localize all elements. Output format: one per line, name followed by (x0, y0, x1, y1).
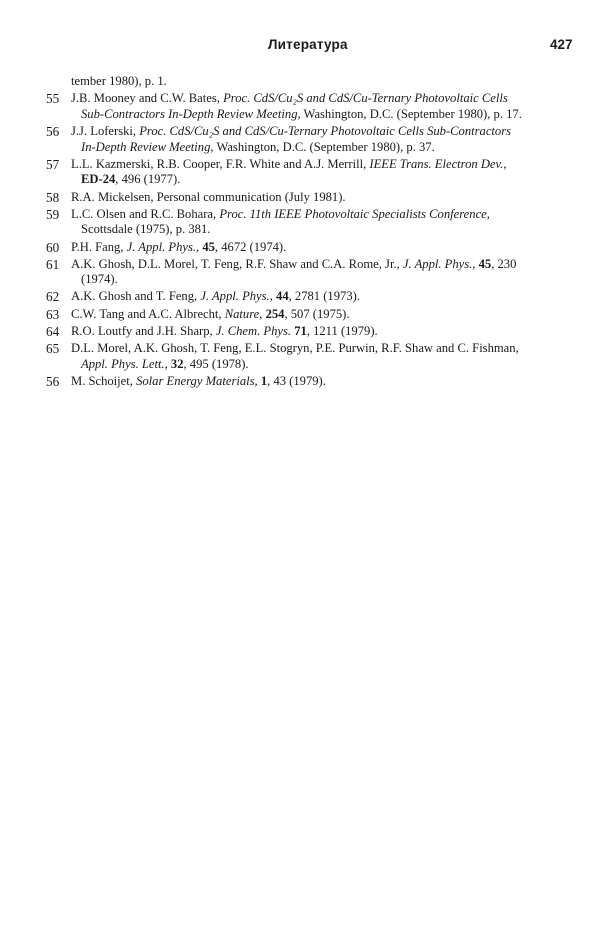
volume-number: 71 (294, 323, 307, 338)
reference-text (71, 207, 576, 238)
volume-number: 32 (170, 356, 184, 371)
journal-title: J. Appl. Phys., (200, 289, 273, 304)
journal-title: Appl. Phys. Lett., (81, 356, 168, 371)
journal-title: Proc. 11th IEEE Photovoltaic Specialists Conference, (219, 206, 490, 221)
reference-text (71, 324, 576, 340)
reference-number: 57 (46, 156, 60, 172)
citation-text: , 43 (1979). (267, 373, 326, 388)
reference-line (71, 190, 576, 206)
reference-line (71, 257, 576, 273)
reference-number: 64 (46, 323, 60, 339)
volume-number: 254 (265, 306, 285, 321)
reference-item (46, 190, 576, 206)
citation-text: , 496 (1977). (115, 172, 181, 187)
volume-number: ED-24 (81, 172, 116, 187)
volume-number: 44 (276, 289, 289, 304)
reference-line (71, 222, 576, 238)
citation-text: , 507 (1975). (284, 306, 350, 321)
citation-text: J.B. Mooney and C.W. Bates, (71, 91, 224, 106)
citation-text: , 2781 (1973). (288, 289, 360, 304)
reference-line (71, 107, 576, 123)
reference-item (46, 289, 576, 305)
reference-item (46, 257, 576, 288)
reference-number: 65 (46, 341, 60, 357)
citation-text: L.L. Kazmerski, R.B. Cooper, F.R. White and A.J. Merrill, (71, 156, 370, 171)
citation-text: M. Schoijet, (71, 373, 137, 388)
reference-item (46, 324, 576, 340)
journal-title: Nature, (224, 306, 263, 321)
reference-number: 61 (46, 256, 60, 272)
reference-number: 56 (46, 123, 60, 139)
reference-item (46, 374, 576, 390)
citation-text: J.J. Loferski, (71, 123, 140, 138)
reference-item (46, 124, 576, 155)
reference-line (71, 172, 576, 188)
reference-number: 60 (46, 239, 60, 255)
reference-text (71, 124, 576, 155)
reference-line (71, 74, 576, 90)
reference-line (71, 124, 576, 140)
reference-item (46, 157, 576, 188)
citation-text: R.O. Loutfy and J.H. Sharp, (71, 323, 216, 338)
reference-text (71, 289, 576, 305)
reference-number: 58 (46, 189, 60, 205)
journal-title: J. Appl. Phys., (126, 239, 200, 254)
reference-text (71, 91, 576, 122)
page-number: 427 (550, 37, 573, 52)
citation-text: , 495 (1978). (183, 356, 249, 371)
reference-line (71, 91, 576, 107)
reference-number: 62 (46, 289, 60, 305)
journal-title: In-Depth Review Meeting, (81, 139, 214, 154)
reference-item (46, 240, 576, 256)
citation-text: A.K. Ghosh, D.L. Morel, T. Feng, R.F. Shaw and C.A. Rome, Jr., (71, 256, 403, 271)
citation-text: , 1211 (1979). (306, 323, 378, 338)
reference-line (71, 324, 576, 340)
citation-text: Washington, D.C. (September 1980), p. 17. (300, 106, 522, 121)
reference-line (71, 207, 576, 223)
reference-line (71, 157, 576, 173)
journal-title: Proc. CdS/Cu₂S and CdS/Cu-Ternary Photovoltaic Cells Sub-Contractors (139, 123, 512, 138)
reference-text (71, 74, 576, 90)
reference-item (46, 341, 576, 372)
reference-text (71, 157, 576, 188)
reference-item (46, 91, 576, 122)
citation-text: Scottsdale (1975), p. 381. (81, 222, 211, 237)
reference-text (71, 257, 576, 288)
citation-text: Washington, D.C. (September 1980), p. 37. (213, 139, 435, 154)
citation-text: tember 1980), p. 1. (71, 74, 167, 88)
reference-number: 55 (46, 91, 60, 107)
reference-line (71, 272, 576, 288)
journal-title: Sub-Contractors In-Depth Review Meeting, (81, 106, 301, 121)
reference-number: 63 (46, 306, 60, 322)
citation-text: R.A. Mickelsen, Personal communication (July 1981). (71, 189, 346, 204)
journal-title: Solar Energy Materials, (136, 373, 258, 388)
citation-text: P.H. Fang, (71, 239, 127, 254)
citation-text: , 230 (491, 256, 517, 271)
reference-line (71, 289, 576, 305)
reference-line (71, 140, 576, 156)
reference-text (71, 341, 576, 372)
reference-item (46, 207, 576, 238)
reference-text (71, 374, 576, 390)
reference-line (71, 374, 576, 390)
reference-text (71, 190, 576, 206)
reference-number: 59 (46, 206, 60, 222)
citation-text: L.C. Olsen and R.C. Bohara, (71, 206, 220, 221)
reference-number: 56 (46, 373, 60, 389)
reference-list (46, 74, 576, 391)
volume-number: 1 (260, 373, 268, 388)
reference-text (71, 307, 576, 323)
page-header (0, 37, 615, 57)
citation-text: , 4672 (1974). (214, 239, 287, 254)
reference-continuation (46, 74, 576, 90)
citation-text: C.W. Tang and A.C. Albrecht, (71, 306, 225, 321)
reference-item (46, 307, 576, 323)
journal-title: Proc. CdS/Cu₂S and CdS/Cu-Ternary Photovoltaic Cells (223, 91, 508, 106)
citation-text: A.K. Ghosh and T. Feng, (71, 289, 201, 304)
citation-text: D.L. Morel, A.K. Ghosh, T. Feng, E.L. Stogryn, P.E. Purwin, R.F. Shaw and C. Fishman, (71, 341, 519, 356)
citation-text: (1974). (81, 272, 118, 287)
running-title: Литература (268, 37, 348, 52)
reference-line (71, 240, 576, 256)
reference-line (71, 307, 576, 323)
journal-title: J. Appl. Phys., (402, 256, 476, 271)
reference-line (71, 357, 576, 373)
volume-number: 45 (478, 256, 492, 271)
volume-number: 45 (202, 239, 215, 254)
journal-title: J. Chem. Phys. (215, 323, 292, 338)
reference-text (71, 240, 576, 256)
journal-title: IEEE Trans. Electron Dev., (369, 156, 507, 171)
reference-line (71, 341, 576, 357)
